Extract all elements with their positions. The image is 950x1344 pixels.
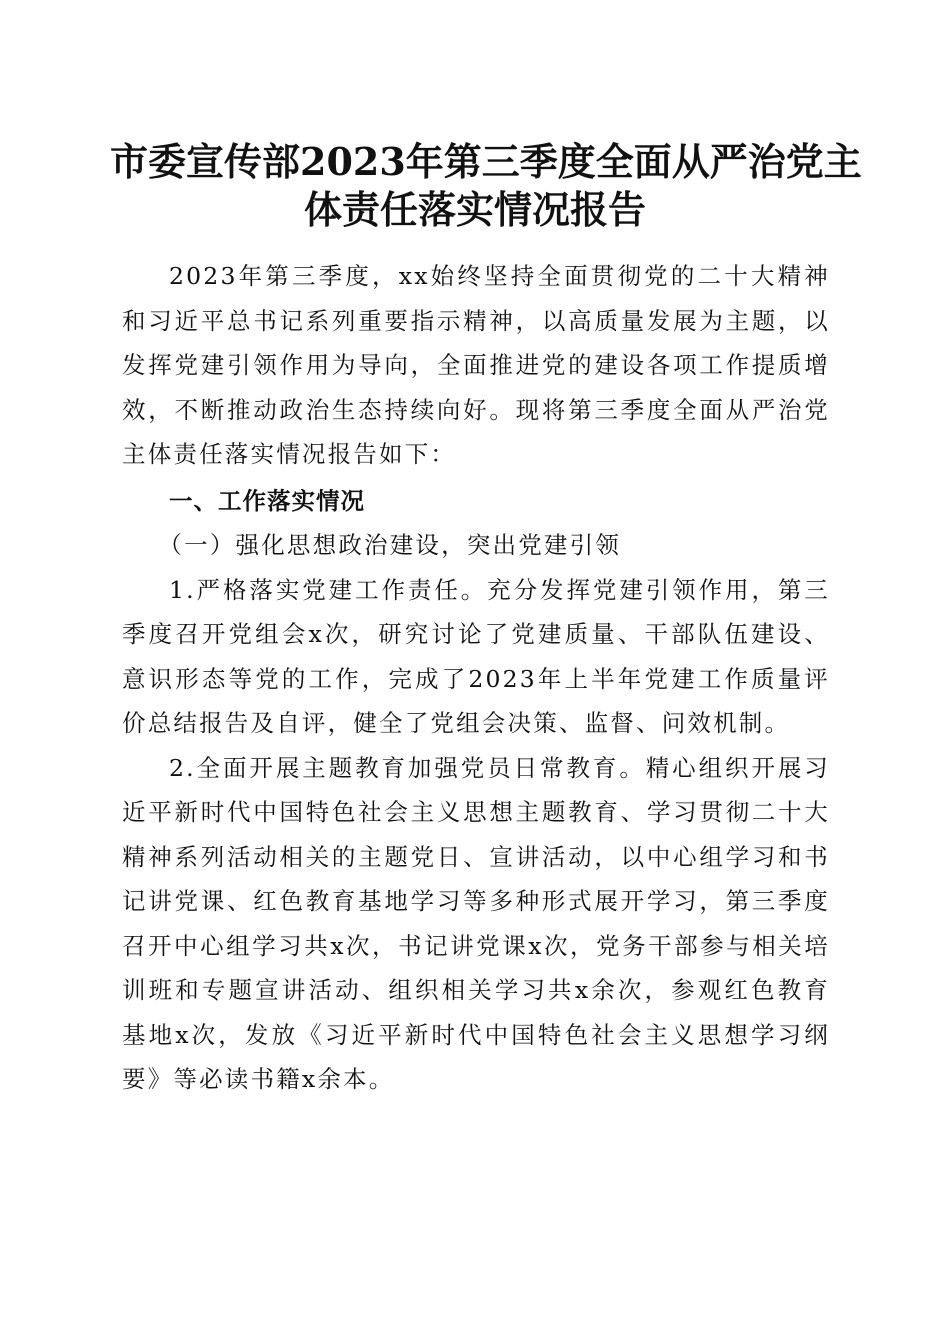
item-paragraph-1: 1.严格落实党建工作责任。充分发挥党建引领作用，第三季度召开党组会x次，研究讨论了党建质量、干部队伍建设、意识形态等党的工作，完成了2023年上半年党建工作质量评价总结报告及自评，健全了党组会决策、监督、问效机制。 [122,575,830,737]
title-line-2: 体责任落实情况报告 [303,187,646,232]
title-line-1: 市委宣传部2023年第三季度全面从严治党主 [110,139,862,184]
item-paragraph-2: 2.全面开展主题教育加强党员日常教育。精心组织开展习近平新时代中国特色社会主义思想主题教育、学习贯彻二十大精神系列活动相关的主题党日、宣讲活动，以中心组学习和书记讲党课、红色教育基地学习等多种形式展开学习，第三季度召开中心组学习共x次，书记讲党课x次，党务干部参与相关培训班和专题宣讲活动、组织相关学习共x余次，参观红色教育基地x次，发放《习近平新时代中国特色社会主义思想学习纲要》等必读书籍x余本。 [122,753,830,1093]
section-heading: 一、工作落实情况 [169,486,365,515]
document-body [122,254,830,1102]
intro-paragraph: 2023年第三季度，xx始终坚持全面贯彻党的二十大精神和习近平总书记系列重要指示精神，以高质量发展为主题，以发挥党建引领作用为导向，全面推进党的建设各项工作提质增效，不断推动政治生态持续向好。现将第三季度全面从严治党主体责任落实情况报告如下： [122,262,830,468]
document-title [110,138,862,234]
subsection-heading: （一）强化思想政治建设，突出党建引领 [158,531,622,559]
